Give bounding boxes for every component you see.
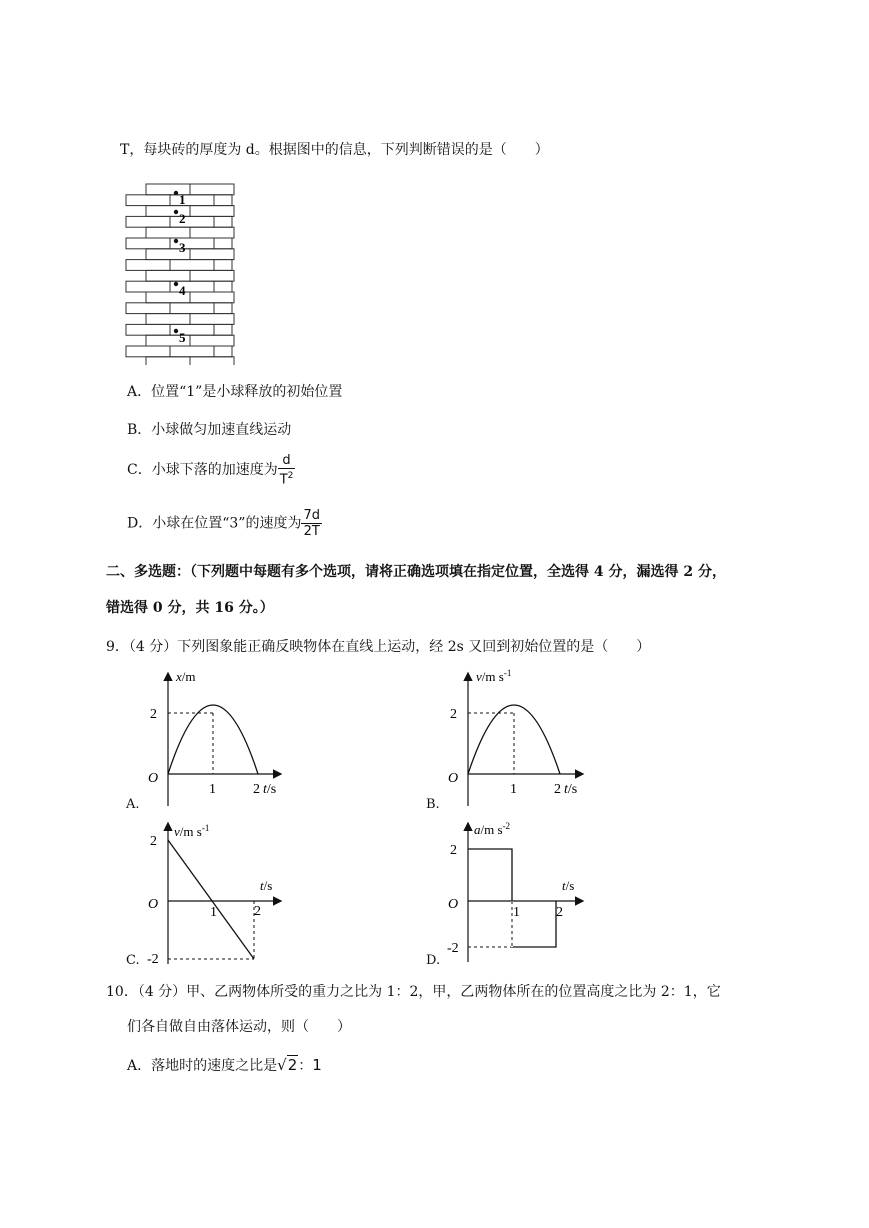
- brick: [190, 227, 234, 238]
- brick: [170, 195, 214, 206]
- ball-position-dot: [174, 282, 178, 286]
- brick: [214, 260, 232, 271]
- graph-a: [120, 666, 320, 816]
- origin-label: O: [148, 771, 159, 786]
- section-2-heading-line2: 错选得 0 分，共 16 分。）: [106, 600, 274, 616]
- y-label: a/m $s^{-2}$: [474, 821, 511, 837]
- y-tick-pos: 2: [450, 843, 457, 858]
- brick: [190, 184, 234, 195]
- brick: [214, 238, 232, 249]
- y-label: v/m $s^{-1}$: [476, 668, 512, 684]
- x-tick-1: 1: [209, 782, 216, 797]
- brick: [146, 227, 190, 238]
- fraction-denominator: 2T: [303, 524, 320, 539]
- x-tick-1: 1: [210, 905, 217, 920]
- brick: [214, 281, 232, 292]
- brick: [190, 249, 234, 260]
- brick: [146, 357, 190, 365]
- ball-position-label: 4: [179, 283, 186, 298]
- ball-position-dot: [174, 239, 178, 243]
- ball-position-label: 5: [179, 330, 186, 345]
- fraction-numerator: d: [278, 453, 296, 469]
- graph-c-option: C.: [126, 953, 140, 968]
- y-tick-2: 2: [150, 707, 157, 722]
- y-tick-neg: -2: [447, 941, 459, 956]
- x-tick-2: 2 t/s: [554, 782, 578, 797]
- fraction-den-base: T: [279, 472, 288, 488]
- ball-position-dot: [174, 329, 178, 333]
- brick: [214, 216, 232, 227]
- accel-positive-segment: [468, 849, 512, 901]
- ball-position-label: 3: [179, 240, 186, 255]
- brick: [126, 346, 170, 357]
- fraction-den-exp: 2: [287, 471, 294, 481]
- brick: [170, 303, 214, 314]
- question-10-stem-line2: 们各自做自由落体运动，则（ ）: [127, 1019, 351, 1035]
- brick: [214, 346, 232, 357]
- y-label: x/m: [176, 669, 196, 684]
- x-label: t/s: [260, 878, 273, 893]
- x-tick-1: 1: [513, 905, 520, 920]
- fraction-d-over-t2: [278, 453, 296, 487]
- question-10-stem-line1: 10．（4 分）甲、乙两物体所受的重力之比为 1：2，甲，乙两物体所在的位置高度之比为 2：1，它: [106, 984, 721, 1000]
- fraction-denominator: [278, 469, 296, 487]
- option-b-8: B．小球做匀加速直线运动: [127, 422, 292, 438]
- brick: [126, 260, 170, 271]
- brick: [126, 303, 170, 314]
- brick: [190, 270, 234, 281]
- brick: [214, 303, 232, 314]
- y-tick-pos: 2: [150, 834, 157, 849]
- question-8-intro: T，每块砖的厚度为 d。根据图中的信息，下列判断错误的是（ ）: [120, 142, 549, 158]
- graph-d-option: D.: [426, 953, 441, 968]
- option-d-8: [127, 508, 322, 539]
- origin-label: O: [148, 897, 159, 912]
- graph-b-option: B.: [426, 797, 440, 812]
- x-tick-2: 2 t/s: [253, 782, 277, 797]
- velocity-line: [168, 840, 254, 959]
- brick: [146, 270, 190, 281]
- sqrt-2: √2: [277, 1056, 298, 1074]
- ball-position-label: 1: [179, 192, 186, 207]
- brick: [126, 216, 170, 227]
- sqrt-radicand: 2: [287, 1056, 298, 1074]
- y-label: v/m $s^{-1}$: [174, 823, 210, 839]
- graph-b: [420, 666, 620, 816]
- brick: [170, 346, 214, 357]
- option-c-8-text: C．小球下落的加速度为: [127, 462, 278, 479]
- brick: [214, 324, 232, 335]
- ball-position-dot: [174, 191, 178, 195]
- y-tick-2: 2: [450, 707, 457, 722]
- graph-d: [420, 816, 620, 966]
- graph-c: [120, 816, 320, 966]
- brick: [126, 238, 170, 249]
- origin-label: O: [448, 897, 459, 912]
- question-9-stem: 9．（4 分）下列图象能正确反映物体在直线上运动，经 2s 又回到初始位置的是（ ）: [106, 639, 651, 655]
- ratio-one: 1: [312, 1056, 322, 1074]
- origin-label: O: [448, 771, 459, 786]
- x-tick-1: 1: [510, 782, 517, 797]
- brick-wall-figure: [120, 180, 240, 365]
- fraction-7d-over-2t: [301, 508, 322, 539]
- brick: [214, 195, 232, 206]
- y-tick-neg: -2: [147, 952, 159, 966]
- brick: [190, 206, 234, 217]
- brick: [126, 281, 170, 292]
- x-tick-2: 2: [254, 904, 261, 919]
- brick: [170, 216, 214, 227]
- brick: [126, 324, 170, 335]
- option-a-10-text: A．落地时的速度之比是: [127, 1058, 278, 1074]
- brick: [170, 260, 214, 271]
- brick: [190, 357, 234, 365]
- ball-position-dot: [174, 210, 178, 214]
- option-c-8: [127, 453, 295, 487]
- x-label: t/s: [562, 878, 575, 893]
- section-2-heading-line1: 二、多选题：（下列题中每题有多个选项，请将正确选项填在指定位置，全选得 4 分，漏选得 2 分，: [106, 564, 726, 580]
- graph-a-option: A.: [126, 797, 140, 812]
- brick: [146, 314, 190, 325]
- ball-position-label: 2: [179, 211, 186, 226]
- option-d-8-text: D．小球在位置“3”的速度为: [127, 515, 302, 532]
- ratio-separator: ：: [298, 1058, 313, 1074]
- brick: [190, 335, 234, 346]
- option-a-10: [127, 1055, 322, 1076]
- fraction-numerator: 7d: [303, 508, 320, 523]
- x-tick-2: 2: [556, 905, 563, 920]
- brick: [190, 314, 234, 325]
- option-a-8: A．位置“1”是小球释放的初始位置: [127, 384, 343, 400]
- brick: [126, 195, 170, 206]
- brick: [190, 292, 234, 303]
